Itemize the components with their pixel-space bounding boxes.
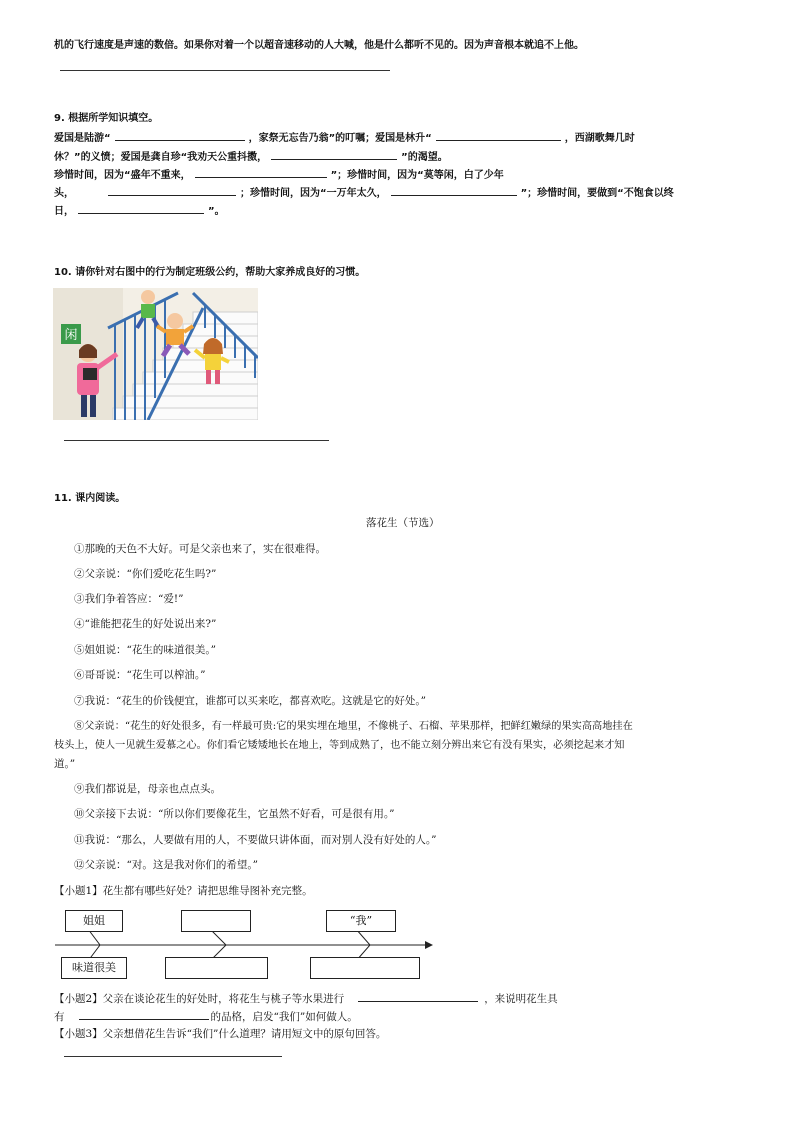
mindmap-box-sister: 姐姐 xyxy=(65,910,123,932)
answer-line-q10 xyxy=(64,440,329,441)
top-text: 机的飞行速度是声速的数倍。如果你对着一个以超音速移动的人大喊，他是什么都听不见的。因为声音根本就追不上他。 xyxy=(54,40,584,51)
paragraph-11: ⑪我说：“那么，人要做有用的人，不要做只讲体面，而对别人没有好处的人。” xyxy=(74,834,437,846)
mindmap-box-me: “我” xyxy=(326,910,396,932)
sub-question-2-cont: 有 的品格，启发“我们”如何做人。 xyxy=(54,1011,358,1023)
paragraph-8-end: 道。” xyxy=(54,758,76,770)
mindmap-box-blank-top[interactable] xyxy=(181,910,251,932)
mindmap-box-taste: 味道很美 xyxy=(61,957,127,979)
paragraph-1: ①那晚的天色不大好。可是父亲也来了，实在很难得。 xyxy=(74,543,326,555)
paragraph-6: ⑥哥哥说：“花生可以榨油。” xyxy=(74,669,206,681)
q9-blank-4[interactable] xyxy=(195,167,327,178)
sub-question-2: 【小题2】父亲在谈论花生的好处时，将花生与桃子等水果进行 ，来说明花生具 xyxy=(54,993,558,1005)
q9-blank-6[interactable] xyxy=(391,185,517,196)
q11-blank-quality[interactable] xyxy=(79,1009,209,1020)
q9-title: 9. 根据所学知识填空。 xyxy=(54,113,159,124)
q9-line5: 日， ”。 xyxy=(54,203,225,219)
passage-title: 落花生（节选） xyxy=(366,517,440,529)
q9-blank-7[interactable] xyxy=(78,203,204,214)
q11-blank-compare[interactable] xyxy=(358,991,478,1002)
paragraph-8: ⑧父亲说：“花生的好处很多，有一样最可贵:它的果实埋在地里，不像桃子、石榴、苹果那样，把鲜红嫩绿的果实高高地挂在 xyxy=(74,721,633,732)
paragraph-3: ③我们争着答应：“爱!” xyxy=(74,593,184,605)
paragraph-9: ⑨我们都说是，母亲也点点头。 xyxy=(74,783,221,795)
stairs-illustration xyxy=(53,288,258,420)
paragraph-12: ⑫父亲说：“对。这是我对你们的希望。” xyxy=(74,859,258,871)
answer-line-sub3 xyxy=(64,1056,282,1057)
q9-blank-3[interactable] xyxy=(271,149,397,160)
mindmap-box-blank-bottom-1[interactable] xyxy=(165,957,268,979)
paragraph-5: ⑤姐姐说：“花生的味道很美。” xyxy=(74,644,216,656)
paragraph-8-cont: 枝头上，使人一见就生爱慕之心。你们看它矮矮地长在地上，等到成熟了，也不能立刻分辨出来它有没有果实，必须挖起来才知 xyxy=(54,740,625,751)
answer-line-top xyxy=(60,70,390,71)
sign-label: 闲 xyxy=(64,328,78,343)
q11-title: 11. 课内阅读。 xyxy=(54,493,126,504)
paragraph-10: ⑩父亲接下去说：“所以你们要像花生，它虽然不好看，可是很有用。” xyxy=(74,808,395,820)
q10-title: 10. 请你针对右图中的行为制定班级公约，帮助大家养成良好的习惯。 xyxy=(54,267,366,278)
q9-line1: 爱国是陆游“ ，家祭无忘告乃翁”的叮嘱；爱国是林升“ ，西湖歌舞几时 xyxy=(54,130,635,146)
q9-line3: 珍惜时间，因为“盛年不重来， ”；珍惜时间，因为“莫等闲，白了少年 xyxy=(54,167,504,183)
sub-question-3: 【小题3】父亲想借花生告诉“我们”什么道理？请用短文中的原句回答。 xyxy=(54,1028,387,1040)
sub-question-1: 【小题1】花生都有哪些好处？请把思维导图补充完整。 xyxy=(54,885,313,897)
mindmap-box-blank-bottom-2[interactable] xyxy=(310,957,420,979)
q9-line4: 头， ；珍惜时间，因为“一万年太久， ”；珍惜时间，要做到“不饱食以终 xyxy=(54,185,674,201)
paragraph-2: ②父亲说：“你们爱吃花生吗?” xyxy=(74,568,217,580)
paragraph-7: ⑦我说：“花生的价钱便宜，谁都可以买来吃，都喜欢吃。这就是它的好处。” xyxy=(74,695,426,707)
q9-blank-1[interactable] xyxy=(115,130,245,141)
q9-line2: 休？”的义愤；爱国是龚自珍“我劝天公重抖擞， ”的渴望。 xyxy=(54,149,448,165)
paragraph-4: ④“谁能把花生的好处说出来?” xyxy=(74,618,217,630)
q9-blank-2[interactable] xyxy=(436,130,561,141)
q9-blank-5[interactable] xyxy=(108,185,236,196)
